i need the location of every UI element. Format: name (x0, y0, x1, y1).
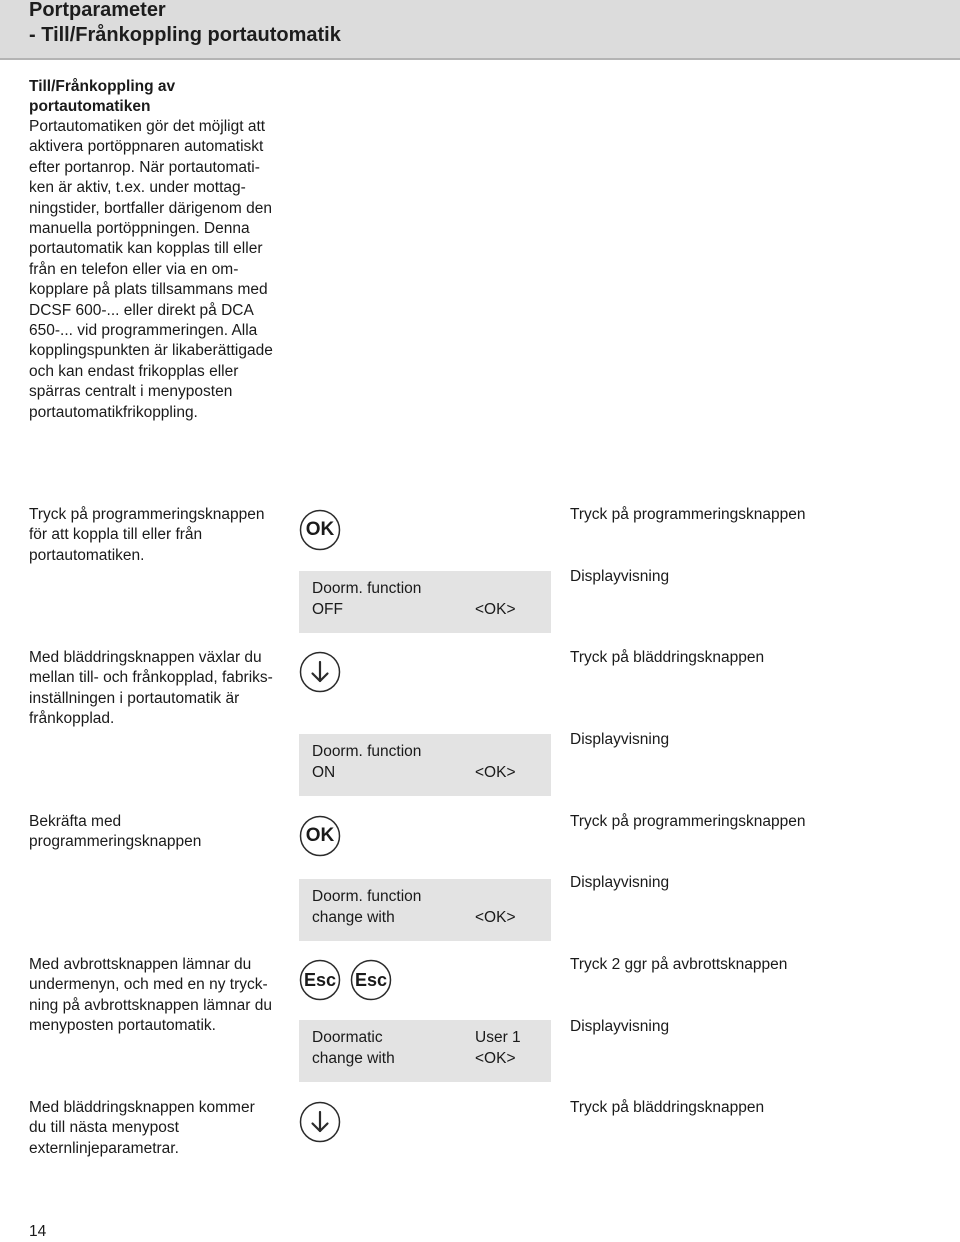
scroll-down-arrow-icon (299, 1101, 341, 1143)
step-5-instructions (29, 1098, 291, 1159)
display-line1-left: Doorm. function (312, 743, 422, 760)
page-header (0, 0, 960, 60)
display-line2-left: change with (312, 909, 395, 926)
scroll-down-arrow-icon (299, 651, 341, 693)
intro-line: Portautomatiken gör det möjligt att (29, 118, 266, 135)
step-4-line: Med avbrottsknappen lämnar du (29, 956, 252, 973)
page-number: 14 (29, 1223, 47, 1240)
page-title-line2: - Till/Frånkoppling portautomatik (29, 24, 341, 46)
display-line2-left: change with (312, 1050, 395, 1067)
intro-line: portautomatik kan kopplas till eller (29, 240, 263, 258)
display-line1-left: Doorm. function (312, 580, 422, 597)
display-line2-left: OFF (312, 601, 343, 618)
step-3-action-label: Tryck på programmeringsknappen (570, 813, 806, 830)
intro-line: från en telefon eller via en om- (29, 260, 239, 278)
intro-line: kopplare på plats tillsammans med (29, 281, 268, 299)
display-line1-left: Doorm. function (312, 888, 422, 905)
step-2-line: inställningen i portautomatik är (29, 689, 240, 707)
step-3-line: Bekräfta med (29, 813, 122, 830)
intro-line: 650-... vid programmeringen. Alla (29, 322, 258, 340)
intro-line: aktivera portöppnaren automatiskt (29, 138, 264, 156)
display-line1-right: User 1 (475, 1029, 521, 1046)
step-3-instructions (29, 812, 291, 853)
intro-line: kopplingspunkten är likaberättigade (29, 342, 273, 360)
display-line2-right: <OK> (475, 1050, 516, 1067)
step-4-display-label: Displayvisning (570, 1018, 670, 1035)
step-4-action-label: Tryck 2 ggr på avbrottsknappen (570, 956, 788, 973)
intro-heading: Till/Frånkoppling av portautomatiken (29, 78, 176, 115)
intro-line: DCSF 600-... eller direkt på DCA (29, 301, 254, 319)
step-3-display-label: Displayvisning (570, 874, 670, 891)
intro-body (29, 117, 291, 423)
step-1-display (299, 571, 551, 633)
display-line2-left: ON (312, 764, 336, 781)
display-line2-right: <OK> (475, 909, 516, 926)
display-line2-right: <OK> (475, 764, 516, 781)
step-5-line: Med bläddringsknappen kommer (29, 1099, 255, 1116)
step-2-line: mellan till- och frånkopplad, fabriks- (29, 669, 273, 687)
step-4-line: undermenyn, och med en ny tryck- (29, 976, 268, 994)
esc-key-icon (299, 959, 341, 1001)
step-1-line: portautomatiken. (29, 546, 145, 564)
step-1-line: Tryck på programmeringsknappen (29, 506, 265, 523)
display-line1-left: Doormatic (312, 1029, 383, 1046)
esc-key-label: Esc (303, 970, 337, 990)
step-2-display (299, 734, 551, 796)
intro-line: och kan endast frikopplas eller (29, 362, 239, 380)
step-2-line: frånkopplad. (29, 710, 115, 728)
page-title-line1: Portparameter (29, 0, 166, 21)
intro-line: efter portanrop. När portautomati- (29, 158, 260, 176)
step-2-line: Med bläddringsknappen växlar du (29, 649, 262, 666)
step-5-line: du till nästa menypost (29, 1119, 179, 1137)
step-2-display-label: Displayvisning (570, 731, 670, 748)
intro-line: manuella portöppningen. Denna (29, 220, 250, 238)
intro-line: ningstider, bortfaller därigenom den (29, 199, 272, 217)
intro-line: ken är aktiv, t.ex. under mottag- (29, 179, 246, 197)
esc-key-label: Esc (354, 970, 388, 990)
step-1-action-label: Tryck på programmeringsknappen (570, 506, 806, 523)
step-1-line: för att koppla till eller från (29, 526, 203, 544)
step-5-action-label: Tryck på bläddringsknappen (570, 1099, 765, 1116)
esc-key-icon (350, 959, 392, 1001)
ok-key-label: OK (305, 519, 335, 540)
step-4-line: menyposten portautomatik. (29, 1017, 216, 1035)
step-4-display (299, 1020, 551, 1082)
step-4-instructions (29, 955, 291, 1037)
step-3-display (299, 879, 551, 941)
ok-key-icon (299, 815, 341, 857)
page-title (29, 0, 341, 48)
intro-line: spärras centralt i menyposten (29, 383, 233, 401)
step-1-display-label: Displayvisning (570, 568, 670, 585)
step-2-action-label: Tryck på bläddringsknappen (570, 649, 765, 666)
intro-line: portautomatikfrikoppling. (29, 403, 198, 421)
step-5-line: externlinjeparametrar. (29, 1139, 179, 1157)
step-2-instructions (29, 648, 291, 730)
step-1-instructions (29, 505, 291, 566)
ok-key-icon (299, 509, 341, 551)
step-4-line: ning på avbrottsknappen lämnar du (29, 996, 272, 1014)
step-3-line: programmeringsknappen (29, 833, 202, 851)
display-line2-right: <OK> (475, 601, 516, 618)
ok-key-label: OK (305, 825, 335, 846)
